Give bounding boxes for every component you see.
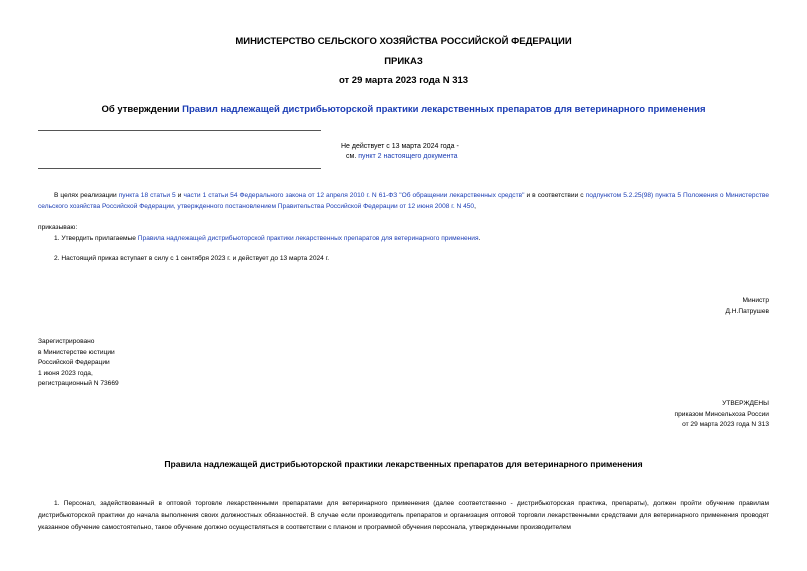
registration-line: регистрационный N 73669 bbox=[38, 380, 119, 387]
status-link[interactable]: пункт 2 настоящего документа bbox=[358, 153, 458, 160]
status-line-1: Не действует с 13 марта 2024 года - bbox=[341, 143, 459, 150]
preamble-link-1[interactable]: пункта 18 статьи 5 bbox=[118, 192, 176, 199]
status-prefix: см. bbox=[346, 153, 359, 160]
order-item-2: 2. Настоящий приказ вступает в силу с 1 сентября 2023 г. и действует до 13 марта 2024 г. bbox=[54, 255, 330, 262]
title-link[interactable]: Правил надлежащей дистрибьюторской практики лекарственных препаратов для ветеринарного применения bbox=[182, 104, 706, 115]
signature-position: Министр bbox=[742, 297, 769, 304]
preamble-text-4: , bbox=[474, 202, 476, 210]
preamble-link-3[interactable]: подпунктом 5.2.25(98) пункта 5 Положения о Министерстве сельского хозяйства Российской Федерации, утвержденного постановлением Правительства Российской Федерации от 12 июня 2008 г. N 450 bbox=[38, 192, 769, 210]
preamble-text-2: и bbox=[175, 192, 184, 199]
registration-block bbox=[38, 337, 119, 390]
registration-line: Российской Федерации bbox=[38, 359, 110, 366]
document-title bbox=[0, 104, 807, 115]
signature-name: Д.Н.Патрушев bbox=[725, 307, 769, 315]
approval-block bbox=[675, 399, 769, 431]
signature-block bbox=[725, 296, 769, 317]
document-type: ПРИКАЗ bbox=[384, 56, 423, 67]
approval-line: приказом Минсельхоза России bbox=[674, 410, 769, 418]
registration-line: в Министерстве юстиции bbox=[38, 348, 115, 356]
divider-bottom bbox=[38, 168, 321, 169]
divider-top bbox=[38, 130, 321, 131]
approval-line: УТВЕРЖДЕНЫ bbox=[722, 400, 769, 407]
preamble-text-1: В целях реализации bbox=[54, 192, 119, 199]
item1-prefix: 1. Утвердить прилагаемые bbox=[54, 235, 138, 242]
registration-line: 1 июня 2023 года, bbox=[38, 369, 93, 377]
ministry-name: МИНИСТЕРСТВО СЕЛЬСКОГО ХОЗЯЙСТВА РОССИЙСКОЙ ФЕДЕРАЦИИ bbox=[235, 36, 572, 47]
prikazyvayu-text: приказываю: bbox=[38, 224, 78, 231]
item1-link[interactable]: Правила надлежащей дистрибьюторской практики лекарственных препаратов для ветеринарного применения bbox=[137, 235, 479, 242]
preamble-paragraph bbox=[38, 191, 769, 212]
preamble-text-3: и в соответствии с bbox=[524, 192, 586, 199]
status-line-2 bbox=[346, 152, 458, 162]
document-date-number: от 29 марта 2023 года N 313 bbox=[338, 75, 469, 86]
rules-paragraph-1: 1. Персонал, задействованный в оптовой торговле лекарственными препаратами для ветеринарного применения (далее соответственно - дистрибьюторская практика, препараты), должен пройти обучение правилам дистрибьюторской практики до начала выполнения своих должностных обязанностей. В случае если производитель препаратов и организация оптовой торговли лекарственными средствами для ветеринарного применения проводят указанное обучение самостоятельно, такое обучение должно осуществляться в соответствии с планом и программой обучения персонала, утвержденными производителем bbox=[38, 500, 769, 531]
item1-suffix: . bbox=[478, 235, 481, 242]
registration-line: Зарегистрировано bbox=[38, 338, 95, 345]
preamble-link-2[interactable]: части 1 статьи 54 Федерального закона от 12 апреля 2010 г. N 61-ФЗ "Об обращении лекарственных средств" bbox=[183, 192, 525, 199]
title-prefix: Об утверждении bbox=[101, 104, 183, 115]
rules-title: Правила надлежащей дистрибьюторской практики лекарственных препаратов для ветеринарного применения bbox=[164, 459, 643, 469]
order-item-1 bbox=[38, 234, 769, 245]
approval-line: от 29 марта 2023 года N 313 bbox=[682, 421, 769, 428]
